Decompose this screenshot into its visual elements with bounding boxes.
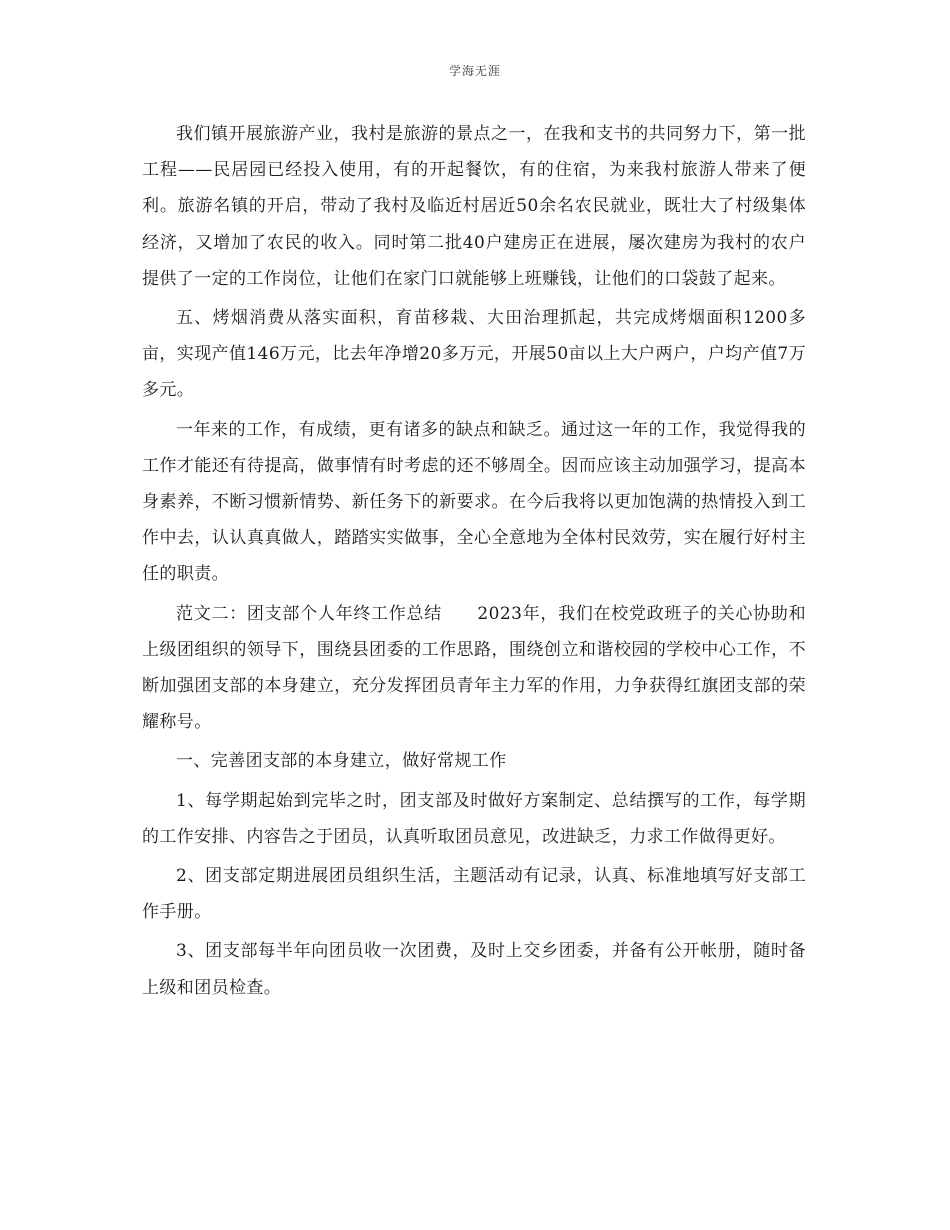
- page-header: 学海无涯: [448, 64, 501, 78]
- document-body: [142, 116, 806, 1009]
- paragraph: 一年来的工作，有成绩，更有诸多的缺点和缺乏。通过这一年的工作，我觉得我的工作才能还有待提高，做事情有时考虑的还不够周全。因而应该主动加强学习，提高本身素养，不断习惯新情势、新任务下的新要求。在今后我将以更加饱满的热情投入到工作中去，认认真真做人，踏踏实实做事，全心全意地为全体村民效劳，实在履行好村主任的职责。: [142, 419, 806, 585]
- paragraph: 我们镇开展旅游产业，我村是旅游的景点之一，在我和支书的共同努力下，第一批工程——民居园已经投入使用，有的开起餐饮，有的住宿，为来我村旅游人带来了便利。旅游名镇的开启，带动了我村及临近村居近50余名农民就业，既壮大了村级集体经济，又增加了农民的收入。同时第二批40户建房正在进展，屡次建房为我村的农户提供了一定的工作岗位，让他们在家门口就能够上班赚钱，让他们的口袋鼓了起来。: [142, 124, 806, 289]
- paragraph: 1、每学期起始到完毕之时，团支部及时做好方案制定、总结撰写的工作，每学期的工作安排、内容告之于团员，认真听取团员意见，改进缺乏，力求工作做得更好。: [142, 790, 806, 847]
- paragraph: 2、团支部定期进展团员组织生活，主题活动有记录，认真、标准地填写好支部工作手册。: [142, 866, 806, 923]
- section-heading: 一、完善团支部的本身建立，做好常规工作: [176, 751, 507, 772]
- paragraph: 五、烤烟消费从落实面积，育苗移栽、大田治理抓起，共完成烤烟面积1200多亩，实现产值146万元，比去年净增20多万元，开展50亩以上大户两户，户均产值7万多元。: [142, 308, 806, 401]
- paragraph: 3、团支部每半年向团员收一次团费，及时上交乡团委，并备有公开帐册，随时备上级和团员检查。: [142, 941, 806, 998]
- paragraph: 范文二：团支部个人年终工作总结 2023年，我们在校党政班子的关心协助和上级团组织的领导下，围绕县团委的工作思路，围绕创立和谐校园的学校中心工作，不断加强团支部的本身建立，充分发挥团员青年主力军的作用，力争获得红旗团支部的荣耀称号。: [142, 603, 806, 733]
